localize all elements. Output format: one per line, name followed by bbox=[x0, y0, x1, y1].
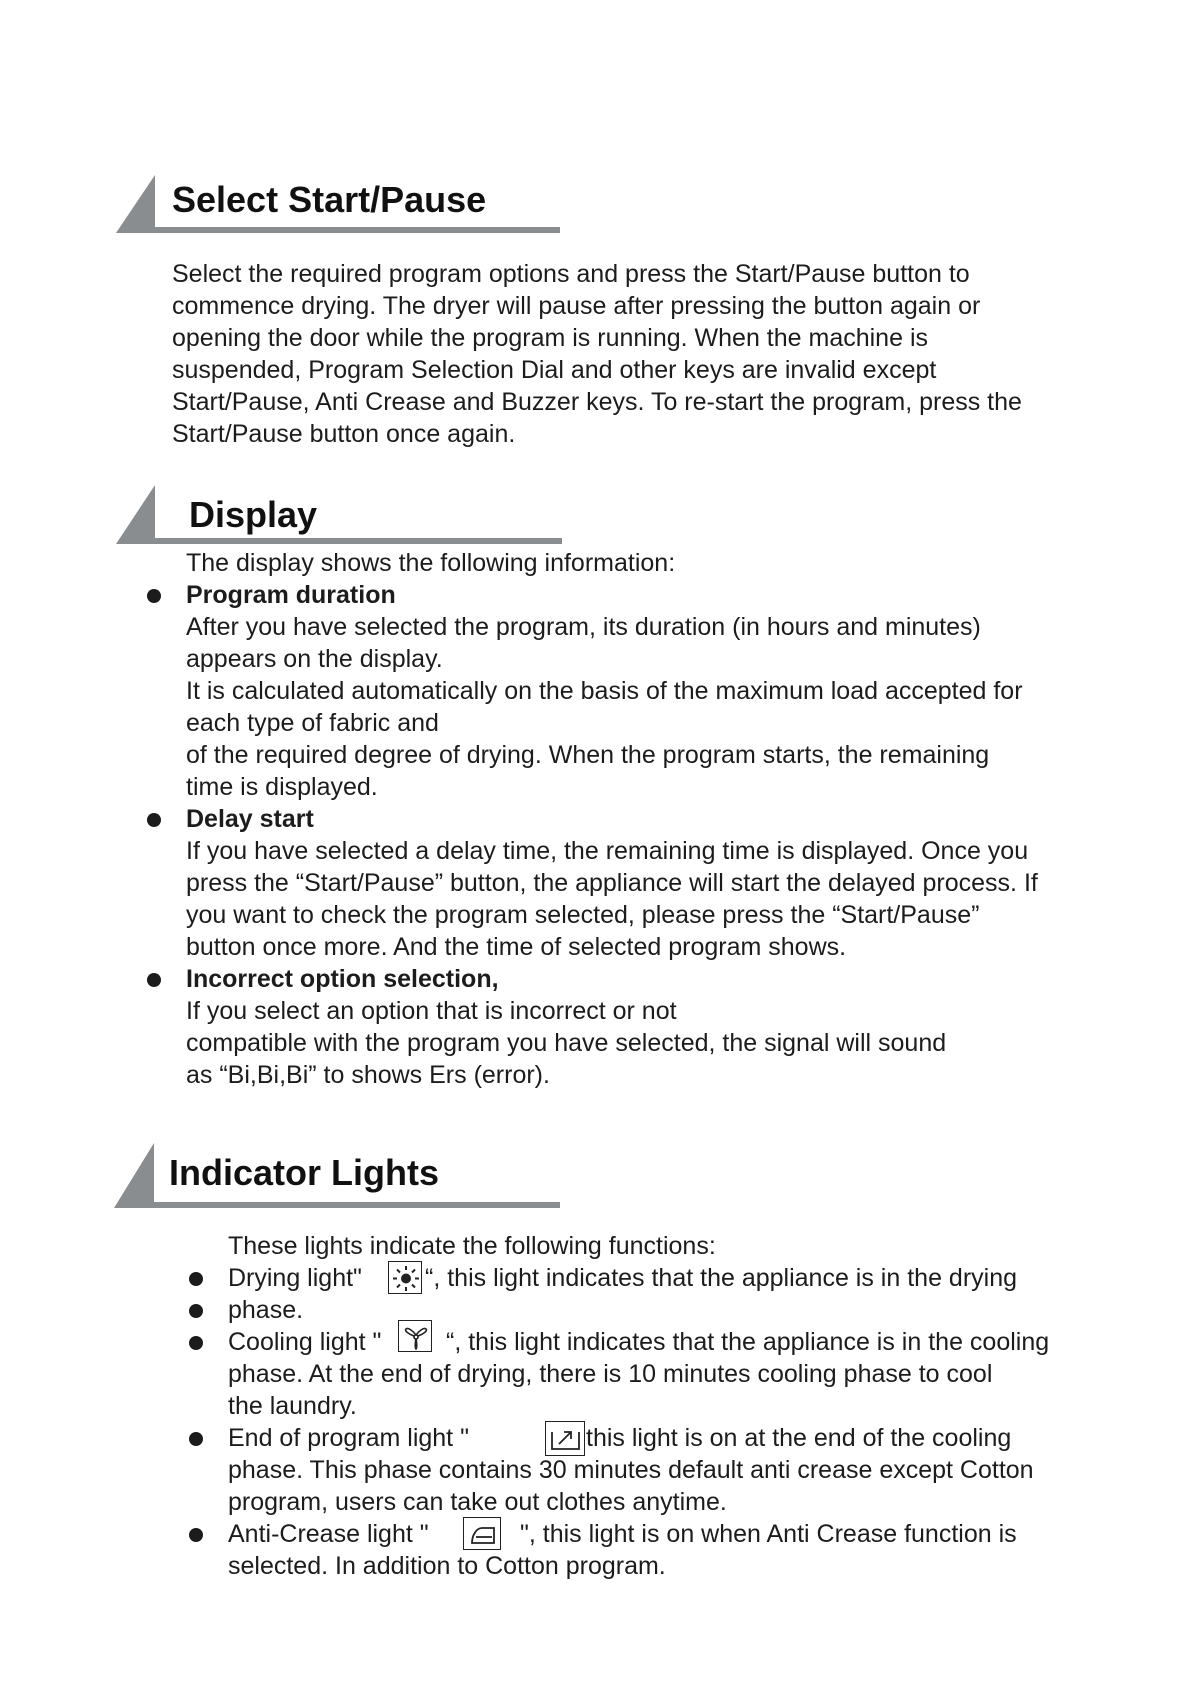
body-text-line: time is displayed. bbox=[186, 773, 378, 801]
section-header bbox=[0, 170, 600, 250]
body-text-line: each type of fabric and bbox=[186, 709, 439, 737]
drying-light-prefix: Drying light" bbox=[228, 1264, 362, 1292]
intro-text: The display shows the following information: bbox=[186, 549, 676, 577]
section-title: Select Start/Pause bbox=[172, 179, 487, 220]
bullet bbox=[189, 1304, 203, 1318]
body-text-line: selected. In addition to Cotton program. bbox=[228, 1552, 666, 1580]
anti-crease-light-prefix: Anti-Crease light " bbox=[228, 1520, 429, 1548]
section-header bbox=[0, 1138, 600, 1218]
section-indicator-lights bbox=[0, 1138, 1190, 1598]
body-text-line: compatible with the program you have selected, the signal will sound bbox=[186, 1029, 947, 1057]
body-text-line: Start/Pause button once again. bbox=[172, 420, 516, 448]
body-text-line: the laundry. bbox=[228, 1392, 357, 1420]
bullet bbox=[189, 1528, 203, 1542]
item-heading: Delay start bbox=[186, 805, 314, 833]
body-text-line: appears on the display. bbox=[186, 645, 443, 673]
drying-light-suffix: “, this light indicates that the appliance is in the drying bbox=[425, 1264, 1018, 1292]
section-start-pause bbox=[0, 170, 1190, 460]
bullet bbox=[147, 973, 161, 987]
anti-crease-icon bbox=[463, 1517, 501, 1550]
body-text-line: program, users can take out clothes anytime. bbox=[228, 1488, 727, 1516]
section-title: Display bbox=[189, 494, 318, 535]
section-display bbox=[0, 480, 1190, 1100]
body-text-line: It is calculated automatically on the basis of the maximum load accepted for bbox=[186, 677, 1023, 705]
body-text-line: Select the required program options and press the Start/Pause button to bbox=[172, 260, 970, 288]
body-text-line: commence drying. The dryer will pause after pressing the button again or bbox=[172, 292, 981, 320]
cooling-light-prefix: Cooling light " bbox=[228, 1328, 382, 1356]
end-program-icon bbox=[545, 1421, 585, 1456]
fan-icon bbox=[398, 1320, 432, 1352]
body-text-line: button once more. And the time of selected program shows. bbox=[186, 933, 847, 961]
cooling-light-suffix: “, this light indicates that the appliance is in the cooling bbox=[446, 1328, 1050, 1356]
body-text-line: If you have selected a delay time, the remaining time is displayed. Once you bbox=[186, 837, 1029, 865]
bullet bbox=[189, 1432, 203, 1446]
intro-text: These lights indicate the following functions: bbox=[228, 1232, 716, 1260]
item-heading: Program duration bbox=[186, 581, 396, 609]
end-program-light-suffix: this light is on at the end of the cooling bbox=[586, 1424, 1012, 1452]
body-text-line: Start/Pause, Anti Crease and Buzzer keys. To re-start the program, press the bbox=[172, 388, 1022, 416]
anti-crease-light-suffix: ", this light is on when Anti Crease function is bbox=[520, 1520, 1017, 1548]
body-text-line: suspended, Program Selection Dial and other keys are invalid except bbox=[172, 356, 937, 384]
body-text-line: phase. This phase contains 30 minutes default anti crease except Cotton bbox=[228, 1456, 1034, 1484]
body-text-line: If you select an option that is incorrect or not bbox=[186, 997, 677, 1025]
body-text-line: as “Bi,Bi,Bi” to shows Ers (error). bbox=[186, 1061, 550, 1089]
section-title: Indicator Lights bbox=[169, 1152, 439, 1193]
body-text-line: After you have selected the program, its duration (in hours and minutes) bbox=[186, 613, 981, 641]
bullet bbox=[147, 813, 161, 827]
end-program-light-prefix: End of program light " bbox=[228, 1424, 469, 1452]
body-text-line: phase. At the end of drying, there is 10 minutes cooling phase to cool bbox=[228, 1360, 993, 1388]
bullet bbox=[189, 1272, 203, 1286]
body-text-line: of the required degree of drying. When the program starts, the remaining bbox=[186, 741, 990, 769]
body-text-line: opening the door while the program is running. When the machine is bbox=[172, 324, 928, 352]
body-text-line: phase. bbox=[228, 1296, 304, 1324]
bullet bbox=[189, 1336, 203, 1350]
item-heading: Incorrect option selection, bbox=[186, 965, 499, 993]
bullet bbox=[147, 589, 161, 603]
body-text-line: press the “Start/Pause” button, the appliance will start the delayed process. If bbox=[186, 869, 1038, 897]
body-text-line: you want to check the program selected, please press the “Start/Pause” bbox=[186, 901, 980, 929]
sun-icon bbox=[388, 1261, 422, 1294]
